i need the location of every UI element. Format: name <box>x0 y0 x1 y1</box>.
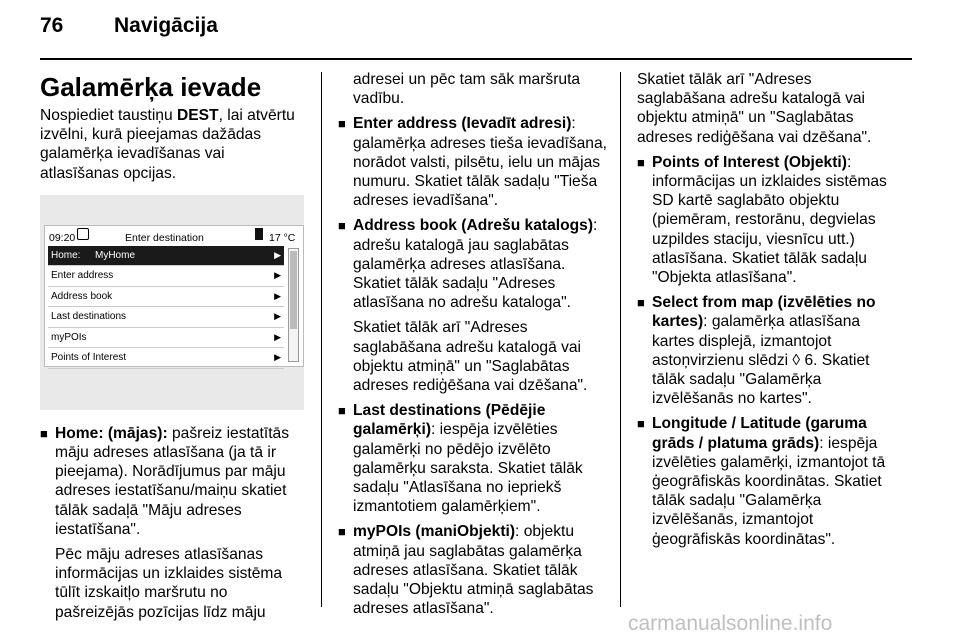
page-number: 76 <box>40 14 64 37</box>
menu-item-value: MyHome <box>95 249 136 261</box>
menu-scrollbar[interactable] <box>288 248 299 362</box>
menu-item-enter-address[interactable] <box>48 266 284 287</box>
item-text: : galamērķa atlasīšana kartes displejā, izmantojot astoņvirzienu slēdzi ◊ 6. Skatiet tālāk sadaļu "Galamērķa izvēlēšanās no kartes". <box>652 313 870 408</box>
item-text: pašreiz iestatītās māju adreses atlasīšana (ja tā ir pieejama). Norādījumus par māju adreses iestatīšanu/maiņu skatiet tālāk sadaļā "Māju adreses iestatīšana". <box>55 424 289 538</box>
menu-item-home[interactable] <box>48 246 284 267</box>
item-term: Home: (mājas): <box>55 424 168 442</box>
screen-time: 09:20 <box>49 231 76 244</box>
arrow-right-icon: ▶ <box>274 331 281 342</box>
column-3 <box>637 70 902 555</box>
bullet-icon: ■ <box>637 154 645 170</box>
item-text: : iespēja izvēlēties galamērķi, izmantojot tā ģeogrāfiskās koordinātas. Skatiet tālāk sadaļu "Galamērķa izvēlēšanās, izmantojot ģeogrāfiskās koordinātas". <box>652 434 886 548</box>
bullet-item-select-from-map <box>637 293 902 408</box>
menu-item-address-book[interactable] <box>48 287 284 308</box>
item-text: : iespēja izvēlēties galamērķi no pēdējo izvēlēto galamērķu saraksta. Skatiet tālāk sadaļu "Atlasīšana no iepriekš izmantotiem galamērķiem". <box>353 421 583 516</box>
item-term: Select from map (izvēlēties no kartes) <box>652 294 876 331</box>
bullet-item-longitude-latitude <box>637 414 902 548</box>
watermark: carmanualsonline.info <box>628 612 833 635</box>
bullet-item-enter-address <box>338 114 608 210</box>
page-header <box>40 14 920 54</box>
item-term: Longitude / Latitude (garuma grāds / platuma grāds) <box>652 415 867 452</box>
bullet-icon: ■ <box>637 295 645 311</box>
screen-status-bar <box>45 226 303 244</box>
item-text: : objektu atmiņā jau saglabātas galamērķa adreses atlasīšana. Skatiet tālāk sadaļu "Objektu atmiņā saglabātas adreses atlasīšana". <box>353 523 594 618</box>
bullet-item-mypois <box>338 522 608 618</box>
item-text: : adrešu katalogā jau saglabātas galamērķa adreses atlasīšana. Skatiet tālāk sadaļu "Adreses atlasīšana no adrešu kataloga". <box>353 217 598 312</box>
bullet-icon: ■ <box>338 524 346 540</box>
bullet-icon: ■ <box>338 403 346 419</box>
item-term: myPOIs (maniObjekti) <box>353 523 516 541</box>
clock-icon <box>77 228 89 240</box>
continued-paragraph: adresei un pēc tam sāk maršruta vadību. <box>353 71 581 108</box>
item-text: : galamērķa adreses tieša ievadīšana, norādot valsti, pilsētu, ielu un mājas numuru. Skatiet tālāk sadaļu "Tieša adreses ievadīšana". <box>353 115 607 210</box>
item-paragraph: Pēc māju adreses atlasīšanas informācijas un izklaides sistēma tūlīt izskaitļo maršrutu no pašreizējās pozīcijas līdz māju <box>55 546 283 621</box>
bullet-icon: ■ <box>338 116 346 132</box>
bullet-icon: ■ <box>40 425 48 441</box>
continued-paragraph: Skatiet tālāk arī "Adreses saglabāšana adrešu katalogā vai objektu atmiņā" un "Saglabātas adreses rediģēšana vai dzēšana". <box>637 71 872 146</box>
menu-item-points-of-interest[interactable] <box>48 348 284 369</box>
dest-key: DEST <box>176 107 219 124</box>
column-divider-2 <box>620 72 621 607</box>
menu-item-label: Address book <box>51 290 113 302</box>
item-term: Enter address (Ievadīt adresi) <box>353 115 572 133</box>
phone-icon <box>255 228 263 240</box>
bullet-icon: ■ <box>338 218 346 234</box>
column-divider-1 <box>321 72 322 607</box>
intro-paragraph <box>40 106 305 183</box>
menu-item-label: myPOIs <box>51 331 87 343</box>
item-term: Points of Interest (Objekti) <box>652 153 847 171</box>
page-title: Galamērķa ievade <box>40 72 262 102</box>
section-title: Navigācija <box>114 14 218 37</box>
intro-prefix: Nospiediet taustiņu <box>40 107 177 124</box>
screen-title: Enter destination <box>125 231 204 244</box>
menu-item-label: Last destinations <box>51 311 127 323</box>
bullet-icon: ■ <box>637 416 645 432</box>
item-term: Address book (Adrešu katalogs) <box>353 217 594 235</box>
item-paragraph: Skatiet tālāk arī "Adreses saglabāšana adrešu katalogā vai objektu atmiņā" un "Saglabātas adreses rediģēšana vai dzēšana". <box>353 319 588 395</box>
arrow-right-icon: ▶ <box>274 311 281 322</box>
intro-suffix: , lai atvērtu izvēlni, kurā pieejamas dažādas galamērķa ievadīšanas vai atlasīšanas opcijas. <box>40 107 295 182</box>
header-rule <box>40 58 912 60</box>
screen-temperature: 17 °C <box>269 231 296 244</box>
arrow-right-icon: ▶ <box>274 352 281 363</box>
arrow-right-icon: ▶ <box>274 249 281 260</box>
bullet-item-home <box>40 424 305 539</box>
scrollbar-thumb[interactable] <box>290 251 297 329</box>
screen-figure <box>40 195 304 410</box>
destination-menu <box>48 246 284 369</box>
device-screen <box>44 225 304 367</box>
menu-item-last-destinations[interactable] <box>48 307 284 328</box>
menu-item-label: Enter address <box>51 270 114 282</box>
item-term: Last destinations (Pēdējie galamērķi) <box>353 402 546 439</box>
bullet-item-address-book <box>338 216 608 312</box>
item-text: : informācijas un izklaides sistēmas SD kartē saglabāto objektu (piemēram, restorānu, degvielas uzpildes staciju, viesnīcu utt.) atlasīšana. Skatiet tālāk sadaļu "Objekta atlasīšana". <box>652 153 887 287</box>
bullet-item-last-destinations <box>338 401 608 516</box>
arrow-right-icon: ▶ <box>274 290 281 301</box>
column-1 <box>40 70 305 628</box>
menu-item-label: Home: <box>51 249 81 261</box>
column-2 <box>338 70 608 624</box>
arrow-right-icon: ▶ <box>274 270 281 281</box>
menu-item-label: Points of Interest <box>51 352 127 364</box>
menu-item-mypois[interactable] <box>48 328 284 349</box>
bullet-item-points-of-interest <box>637 153 902 287</box>
